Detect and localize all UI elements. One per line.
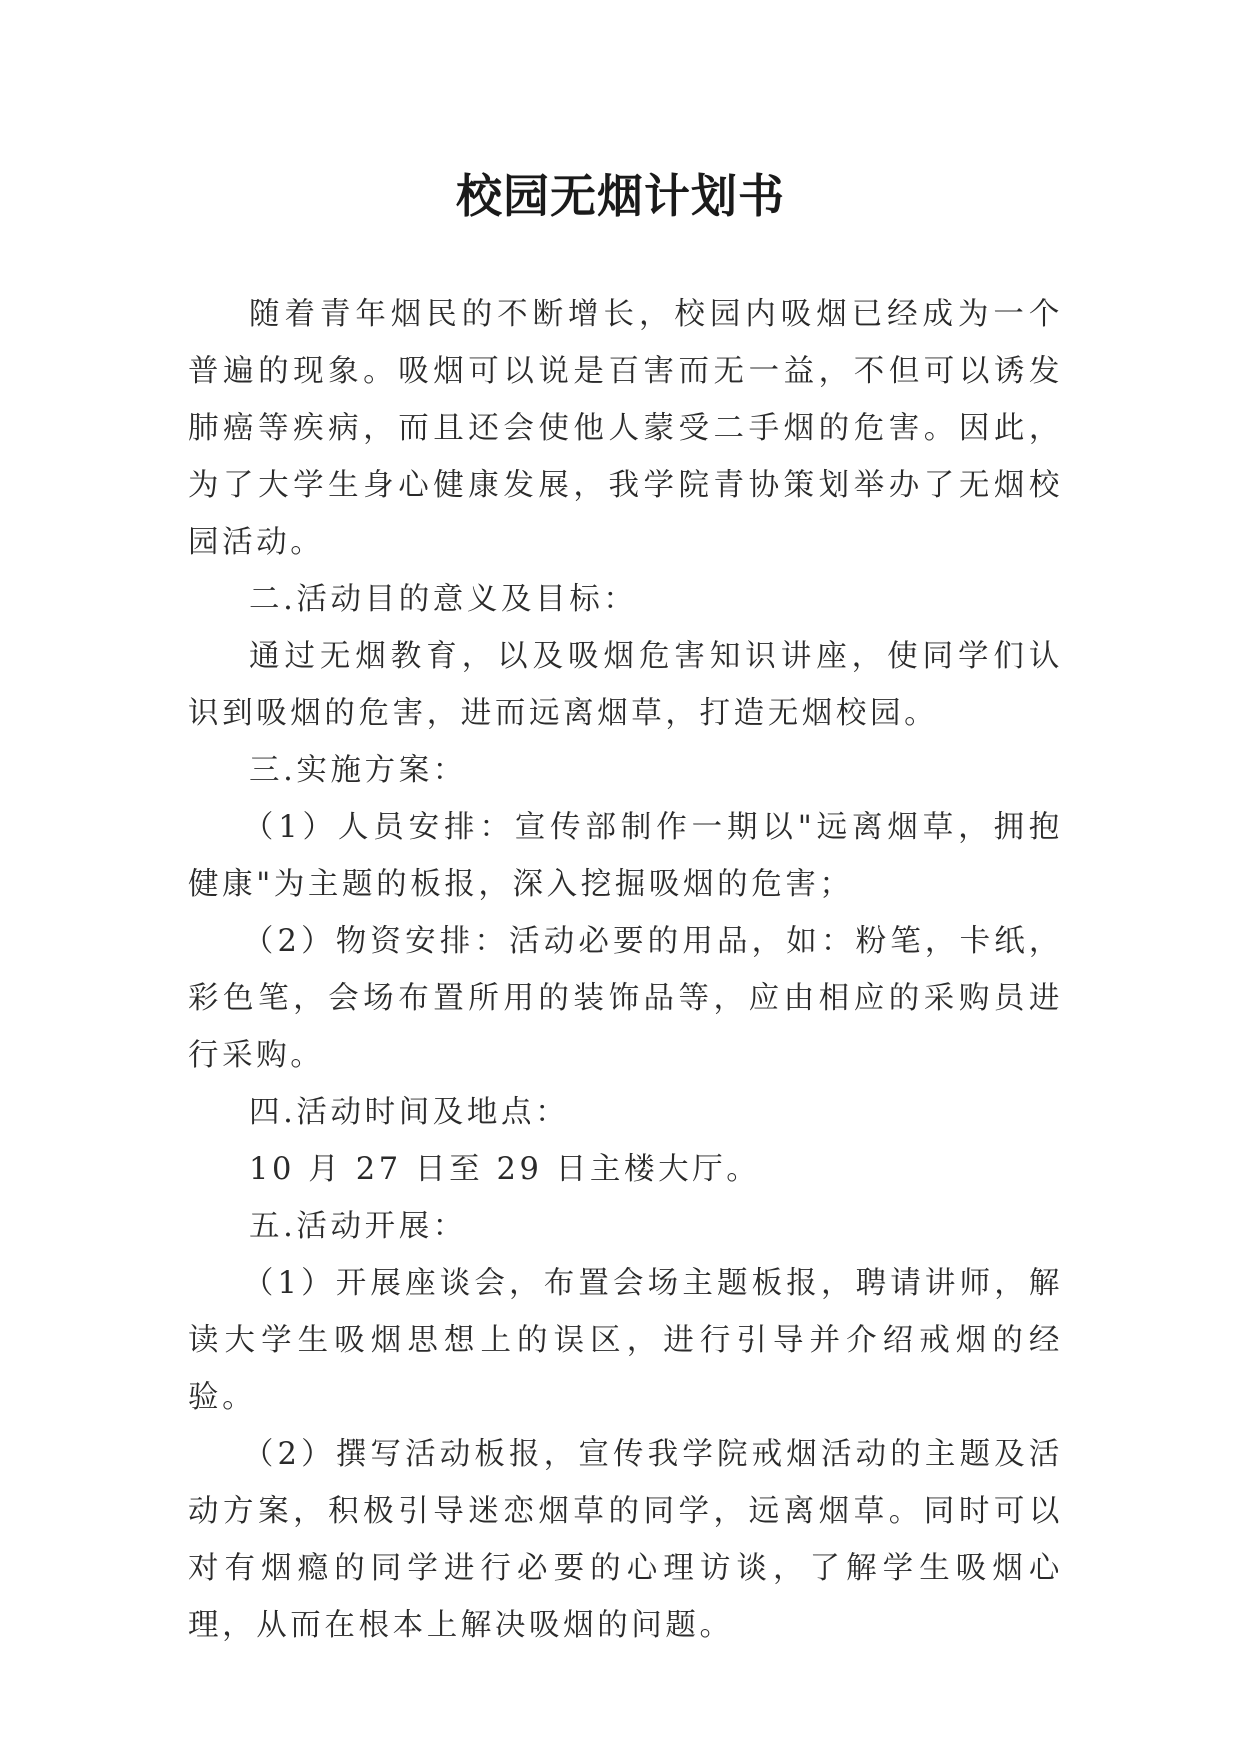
document-title: 校园无烟计划书 bbox=[456, 169, 785, 223]
plan-item-materials: （2）物资安排：活动必要的用品，如：粉笔，卡纸，彩色笔，会场布置所用的装饰品等，应由相应的采购员进行采购。 bbox=[188, 924, 1063, 1073]
plan-item-personnel: （1）人员安排：宣传部制作一期以"远离烟草，拥抱健康"为主题的板报，深入挖掘吸烟的危害； bbox=[188, 810, 1063, 902]
section-heading-plan: 三.实施方案： bbox=[249, 753, 467, 788]
activity-item-bulletin: （2）撰写活动板报，宣传我学院戒烟活动的主题及活动方案，积极引导迷恋烟草的同学，远离烟草。同时可以对有烟瘾的同学进行必要的心理访谈，了解学生吸烟心理，从而在根本上解决吸烟的问题。 bbox=[188, 1437, 1063, 1643]
document-body bbox=[188, 286, 1063, 1654]
intro-paragraph: 随着青年烟民的不断增长，校园内吸烟已经成为一个普遍的现象。吸烟可以说是百害而无一益，不但可以诱发肺癌等疾病，而且还会使他人蒙受二手烟的危害。因此，为了大学生身心健康发展，我学院青协策划举办了无烟校园活动。 bbox=[188, 297, 1063, 560]
time-place-paragraph: 10 月 27 日至 29 日主楼大厅。 bbox=[249, 1152, 761, 1187]
section-heading-time-place: 四.活动时间及地点： bbox=[249, 1095, 570, 1130]
section-heading-activities: 五.活动开展： bbox=[249, 1209, 467, 1244]
objectives-paragraph: 通过无烟教育，以及吸烟危害知识讲座，使同学们认识到吸烟的危害，进而远离烟草，打造无烟校园。 bbox=[188, 639, 1063, 731]
section-heading-objectives: 二.活动目的意义及目标： bbox=[249, 582, 638, 617]
activity-item-seminar: （1）开展座谈会，布置会场主题板报，聘请讲师，解读大学生吸烟思想上的误区，进行引导并介绍戒烟的经验。 bbox=[188, 1266, 1063, 1415]
